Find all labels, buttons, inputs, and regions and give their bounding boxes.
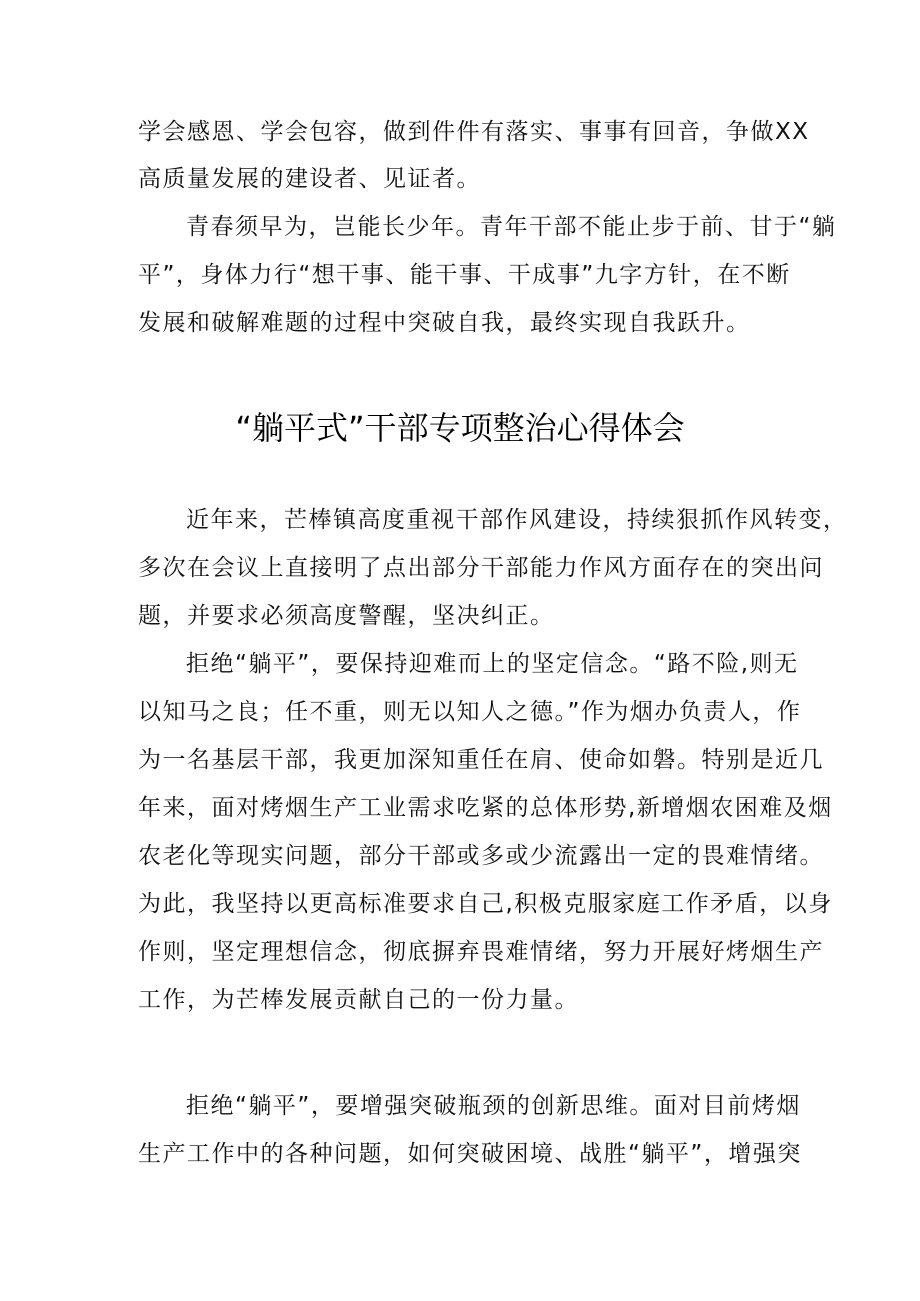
text-line: 工作，为芒棒发展贡献自己的一份力量。 xyxy=(138,987,579,1013)
text-line: 生产工作中的各种问题，如何突破困境、战胜“躺平”，增强突 xyxy=(138,1141,802,1167)
text-line: 多次在会议上直接明了点出部分干部能力作风方面存在的突出问 xyxy=(138,555,824,581)
text-line: 拒绝“躺平”，要增强突破瓶颈的创新思维。面对目前烤烟 xyxy=(186,1093,801,1119)
text-line: 拒绝“躺平”，要保持迎难而上的坚定信念。“路不险,则无 xyxy=(186,651,799,677)
text-line: 发展和破解难题的过程中突破自我，最终实现自我跃升。 xyxy=(138,310,751,336)
text-line: 以知马之良；任不重，则无以知人之德。”作为烟办负责人，作 xyxy=(138,699,802,725)
text-line: 学会感恩、学会包容，做到件件有落实、事事有回音，争做XX xyxy=(138,119,810,145)
text-line: 为一名基层干部，我更加深知重任在肩、使命如磐。特别是近几 xyxy=(138,747,824,773)
text-line: 高质量发展的建设者、见证者。 xyxy=(138,166,481,192)
text-line: 青春须早为，岂能长少年。青年干部不能止步于前、甘于“躺 xyxy=(186,214,837,240)
document-title: “躺平式”干部专项整治心得体会 xyxy=(235,409,685,447)
text-line: 平”，身体力行“想干事、能干事、干成事”九字方针，在不断 xyxy=(138,262,791,288)
text-line: 题，并要求必须高度警醒，坚决纠正。 xyxy=(138,603,555,629)
text-line: 年来，面对烤烟生产工业需求吃紧的总体形势,新增烟农困难及烟 xyxy=(138,795,833,821)
text-line: 为此，我坚持以更高标准要求自己,积极克服家庭工作矛盾，以身 xyxy=(138,891,833,917)
text-line: 作则，坚定理想信念，彻底摒弃畏难情绪，努力开展好烤烟生产 xyxy=(138,939,824,965)
text-line: 农老化等现实问题，部分干部或多或少流露出一定的畏难情绪。 xyxy=(138,843,824,869)
text-line: 近年来，芒棒镇高度重视干部作风建设，持续狠抓作风转变， xyxy=(186,507,848,533)
